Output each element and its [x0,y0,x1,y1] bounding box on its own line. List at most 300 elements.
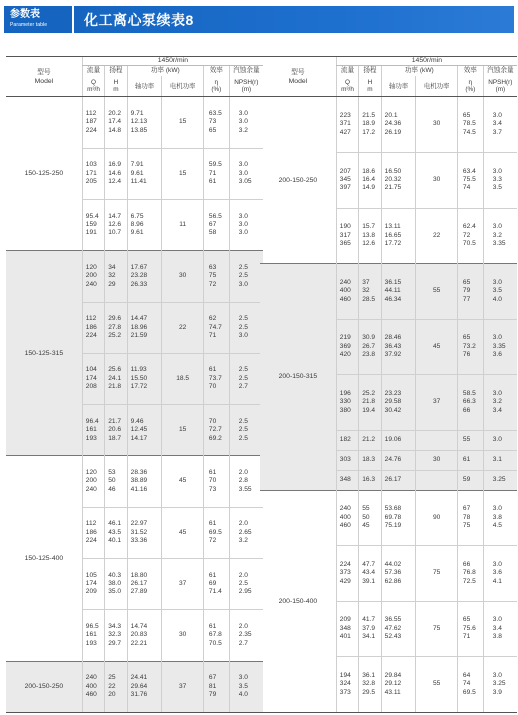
efficiency-values [457,319,483,375]
shaft-power-value: 27.89 [130,588,148,596]
shaft-power-value: 21.75 [384,184,402,192]
npsh-value: 2.7 [238,383,248,391]
shaft-power-value: 6.75 [130,212,144,220]
npsh-values [483,319,517,375]
shaft-power-value: 26.17 [384,475,402,483]
efficiency-value: 67 [462,505,471,513]
shaft-power-value: 28.46 [384,334,402,342]
efficiency-value: 66.3 [462,398,476,406]
head-value: 32 [362,287,370,295]
shaft-power-value: 9.71 [130,109,144,117]
shaft-power-value: 52.43 [384,633,402,641]
shaft-power-values [381,546,416,602]
shaft-power-value: 9.61 [130,169,144,177]
table-row [6,661,263,712]
table-row [260,97,517,153]
head-header-top: 扬程 [359,66,381,76]
flow-value: 303 [339,455,351,463]
flow-value: 112 [85,520,97,528]
flow-values [82,200,104,251]
model-name: 200-150-250 [260,97,336,264]
tag-chinese: 参数表 [10,9,40,20]
head-value: 25.6 [108,366,122,374]
shaft-power-value: 18.80 [130,571,148,579]
shaft-power-value: 14.17 [130,434,148,442]
efficiency-value: 69 [208,580,217,588]
shaft-power-value: 29.12 [384,680,402,688]
shaft-power-value: 13.11 [384,223,401,231]
motor-power-header: 电机功率 [416,76,458,97]
efficiency-value: 70.5 [208,639,222,647]
npsh-value: 3.0 [492,672,502,680]
npsh-values [483,470,517,490]
shaft-power-values [127,353,162,404]
efficiency-values [203,559,229,610]
motor-power-value: 30 [162,610,204,661]
head-value: 37.9 [362,624,376,632]
npsh-value: 2.5 [238,272,248,280]
npsh-value: 3.3 [492,176,502,184]
flow-value: 161 [85,631,97,639]
flow-values [336,264,358,320]
speed-header: 1450r/min [336,57,517,66]
head-value: 19.4 [362,406,376,414]
efficiency-values [203,148,229,199]
head-value: 25 [108,674,116,682]
shaft-power-value: 43.11 [384,688,401,696]
efficiency-values [457,601,483,657]
flow-value: 96.5 [85,622,99,630]
flow-values [336,601,358,657]
efficiency-value: 65 [462,334,471,342]
flow-header-unit [82,76,104,97]
npsh-values [229,456,263,507]
head-unit: m [113,86,119,94]
head-value: 10.7 [108,229,122,237]
motor-power-value: 37 [416,375,458,431]
flow-value: 182 [339,436,351,444]
efficiency-value: 61 [462,455,471,463]
efficiency-values [457,97,483,153]
head-value: 50 [362,513,370,521]
shaft-power-value: 17.67 [130,263,148,271]
motor-power-value: 30 [416,450,458,470]
head-values [105,200,127,251]
motor-power-header: 电机功率 [162,76,204,97]
efficiency-value: 70.5 [462,240,476,248]
efficiency-values [203,353,229,404]
flow-value: 400 [339,287,351,295]
shaft-power-value: 21.59 [130,331,148,339]
shaft-power-value: 14.74 [130,622,148,630]
shaft-power-value: 22.97 [130,520,148,528]
npsh-symbol: NPSH(r) [488,78,513,86]
motor-power-value: 37 [162,559,204,610]
flow-value: 112 [85,315,97,323]
shaft-power-values [381,319,416,375]
left-parameter-table [6,56,263,713]
power-header: 功率 (kW) [127,66,203,76]
efficiency-values [203,456,229,507]
flow-value: 330 [339,398,351,406]
motor-power-value: 11 [162,200,204,251]
efficiency-value: 61 [208,469,217,477]
shaft-power-values [381,97,416,153]
head-value: 12.6 [362,240,376,248]
head-value: 46 [108,485,116,493]
flow-values [82,507,104,558]
motor-power-value: 45 [162,507,204,558]
table-row [260,490,517,546]
head-values [105,456,127,507]
efficiency-values [457,375,483,431]
flow-value: 196 [339,389,351,397]
head-values [359,601,381,657]
efficiency-value: 70 [208,417,217,425]
npsh-value: 3.25 [492,680,506,688]
efficiency-value: 59 [462,475,471,483]
head-values [105,610,127,661]
flow-values [82,456,104,507]
npsh-value: 3.0 [238,118,248,126]
efficiency-value: 61 [208,366,217,374]
right-table-container [260,56,517,713]
model-header-en: Model [288,77,308,85]
flow-value: 174 [85,374,97,382]
shaft-power-value: 62.86 [384,577,402,585]
efficiency-value: 66 [462,560,471,568]
shaft-power-value: 23.28 [130,272,148,280]
head-value: 17.4 [108,118,122,126]
shaft-power-value: 44.11 [384,287,401,295]
npsh-value: 3.6 [492,569,502,577]
efficiency-value: 58.5 [462,389,476,397]
flow-values [336,97,358,153]
flow-value: 240 [85,674,97,682]
flow-value: 161 [85,426,97,434]
flow-value: 224 [339,560,351,568]
npsh-value: 3.0 [238,280,248,288]
head-value: 28.5 [362,295,376,303]
head-value: 43.5 [108,528,122,536]
shaft-power-values [381,430,416,450]
flow-value: 224 [85,537,97,545]
flow-value: 348 [339,475,351,483]
efficiency-value: 61 [208,520,217,528]
head-value: 40.1 [108,537,122,545]
flow-value: 324 [339,680,351,688]
head-value: 36.1 [362,672,376,680]
efficiency-value: 73 [208,485,217,493]
efficiency-value: 76.8 [462,569,476,577]
head-values [359,97,381,153]
efficiency-value: 81 [208,682,217,690]
npsh-value: 4.0 [238,691,248,699]
npsh-header-top: 汽蚀余量 [483,66,517,76]
npsh-value: 3.2 [238,537,248,545]
npsh-header-top: 汽蚀余量 [229,66,263,76]
efficiency-value: 58 [208,229,217,237]
efficiency-value: 61 [208,622,217,630]
npsh-value: 3.2 [238,126,248,134]
flow-value: 401 [339,633,351,641]
head-value: 12.6 [108,220,122,228]
head-value: 22 [108,682,116,690]
npsh-values [483,601,517,657]
head-values [359,490,381,546]
head-value: 37 [362,278,370,286]
shaft-power-values [127,507,162,558]
head-value: 21.5 [362,112,376,120]
shaft-power-value: 18.96 [130,323,148,331]
shaft-power-values [127,610,162,661]
head-value: 55 [362,505,370,513]
shaft-power-value: 28.36 [130,469,148,477]
left-table-container [6,56,263,713]
npsh-value: 2.5 [238,426,248,434]
shaft-power-value: 12.13 [130,118,148,126]
npsh-value: 2.0 [238,520,248,528]
shaft-power-header: 轴功率 [127,76,162,97]
shaft-power-value: 24.36 [384,120,402,128]
npsh-value: 3.0 [492,167,502,175]
flow-value: 112 [85,109,97,117]
shaft-power-value: 57.36 [384,569,402,577]
flow-values [82,148,104,199]
model-name: 200-150-250 [6,661,82,712]
motor-power-value: 90 [416,490,458,546]
efficiency-header-top: 效率 [203,66,229,76]
head-value: 38.0 [108,580,122,588]
flow-symbol: Q [91,78,96,86]
flow-values [82,97,104,148]
efficiency-values [457,264,483,320]
npsh-value: 3.4 [492,406,502,414]
right-parameter-table [260,56,517,713]
table-row [6,456,263,507]
shaft-power-value: 36.15 [384,278,402,286]
flow-value: 103 [85,161,97,169]
shaft-power-header: 轴功率 [381,76,416,97]
head-value: 24.1 [108,374,122,382]
npsh-value: 3.2 [492,231,502,239]
shaft-power-values [127,405,162,456]
flow-value: 171 [85,169,97,177]
efficiency-value: 72.7 [208,426,222,434]
efficiency-value: 64 [462,672,471,680]
npsh-value: 2.35 [238,631,252,639]
efficiency-value: 62.4 [462,223,476,231]
efficiency-value: 71 [208,169,217,177]
head-values [359,450,381,470]
shaft-power-value: 29.58 [384,398,402,406]
flow-header-top: 流量 [336,66,358,76]
npsh-value: 2.5 [238,580,248,588]
npsh-value: 3.0 [492,505,502,513]
motor-power-value: 22 [162,302,204,353]
head-value: 18.6 [362,167,376,175]
shaft-power-value: 12.45 [130,426,148,434]
npsh-value: 2.0 [238,469,248,477]
flow-values [336,375,358,431]
flow-value: 186 [85,528,97,536]
efficiency-value: 72 [462,231,471,239]
head-value: 39.1 [362,577,376,585]
shaft-power-value: 13.85 [130,126,148,134]
head-values [105,148,127,199]
head-value: 20.2 [108,109,122,117]
shaft-power-value: 16.50 [384,167,402,175]
flow-unit: m³/h [341,86,354,94]
shaft-power-value: 16.65 [384,231,402,239]
shaft-power-value: 29.84 [384,672,402,680]
efficiency-values [457,450,483,470]
npsh-values [229,97,263,148]
npsh-value: 2.7 [238,639,248,647]
npsh-value: 4.0 [492,295,502,303]
efficiency-value: 69.2 [208,434,222,442]
head-values [105,661,127,712]
efficiency-values [457,470,483,490]
efficiency-value: 75 [462,522,471,530]
flow-values [82,302,104,353]
efficiency-value: 70 [208,383,217,391]
flow-value: 174 [85,580,97,588]
npsh-value: 3.1 [492,455,502,463]
efficiency-values [203,507,229,558]
efficiency-value: 71 [208,331,217,339]
efficiency-unit: (%) [465,86,476,94]
head-symbol: H [367,78,373,86]
flow-unit: m³/h [87,86,100,94]
efficiency-value: 72 [208,280,217,288]
npsh-value: 2.5 [238,366,248,374]
efficiency-values [203,251,229,302]
efficiency-value: 65 [462,112,471,120]
table-row [260,264,517,320]
model-header-zh: 型号 [291,68,305,76]
page-title: 化工离心泵续表8 [74,6,514,33]
motor-power-value: 45 [162,456,204,507]
shaft-power-value: 75.19 [384,522,402,530]
head-value: 29.7 [108,639,122,647]
npsh-value: 3.55 [238,485,252,493]
flow-value: 348 [339,624,351,632]
tag-english: Parameter table [10,22,48,28]
npsh-value: 3.5 [492,184,502,192]
flow-value: 224 [85,331,97,339]
flow-value: 400 [85,682,97,690]
flow-value: 427 [339,128,351,136]
shaft-power-value: 20.83 [130,631,148,639]
shaft-power-value: 29.64 [130,682,148,690]
head-value: 25.2 [362,389,376,397]
npsh-values [229,302,263,353]
efficiency-values [457,430,483,450]
flow-value: 209 [85,588,97,596]
flow-value: 224 [85,126,97,134]
efficiency-value: 71 [462,633,471,641]
head-value: 16.9 [108,161,122,169]
npsh-values [483,430,517,450]
head-value: 18.3 [362,455,376,463]
npsh-values [483,264,517,320]
shaft-power-values [127,456,162,507]
flow-value: 397 [339,184,351,192]
npsh-value: 3.0 [492,223,502,231]
npsh-values [483,450,517,470]
efficiency-value: 79 [462,287,471,295]
flow-values [336,152,358,208]
npsh-value: 2.5 [238,434,248,442]
efficiency-symbol: η [468,78,473,86]
head-value: 30.9 [362,334,376,342]
head-header-top: 扬程 [105,66,127,76]
shaft-power-value: 26.19 [384,128,402,136]
shaft-power-values [381,152,416,208]
shaft-power-value: 17.72 [384,240,402,248]
efficiency-value: 78 [462,513,471,521]
motor-power-value: 15 [162,405,204,456]
flow-value: 120 [85,469,97,477]
motor-power-value: 75 [416,601,458,657]
head-values [359,470,381,490]
flow-value: 200 [85,477,97,485]
head-value: 20 [108,691,116,699]
shaft-power-value: 37.92 [384,351,402,359]
head-value: 29.6 [108,315,122,323]
head-value: 34.1 [362,633,376,641]
model-header-zh: 型号 [37,68,51,76]
motor-power-value: 22 [416,208,458,264]
efficiency-value: 73.2 [462,342,476,350]
efficiency-values [457,152,483,208]
motor-power-value: 55 [416,657,458,713]
efficiency-values [203,661,229,712]
head-values [359,546,381,602]
shaft-power-value: 53.68 [384,505,402,513]
npsh-value: 2.5 [238,417,248,425]
npsh-values [229,559,263,610]
flow-values [336,470,358,490]
efficiency-value: 63.5 [208,109,222,117]
npsh-value: 3.4 [492,120,502,128]
flow-value: 96.4 [85,417,99,425]
head-values [105,97,127,148]
npsh-value: 3.0 [492,112,502,120]
npsh-value: 2.0 [238,622,248,630]
shaft-power-value: 9.61 [130,229,144,237]
efficiency-header-unit [457,76,483,97]
efficiency-value: 73 [208,118,217,126]
table-row [6,97,263,148]
efficiency-values [203,405,229,456]
npsh-values [229,251,263,302]
shaft-power-value: 26.17 [130,580,148,588]
npsh-values [483,490,517,546]
head-value: 32.3 [108,631,122,639]
shaft-power-value: 17.72 [130,383,148,391]
efficiency-value: 67.8 [208,631,222,639]
npsh-values [483,97,517,153]
flow-value: 187 [85,118,97,126]
npsh-value: 2.95 [238,588,252,596]
efficiency-value: 74 [462,184,471,192]
flow-value: 460 [339,522,351,530]
flow-value: 373 [339,688,351,696]
npsh-value: 3.8 [492,513,502,521]
model-name: 200-150-315 [260,264,336,491]
